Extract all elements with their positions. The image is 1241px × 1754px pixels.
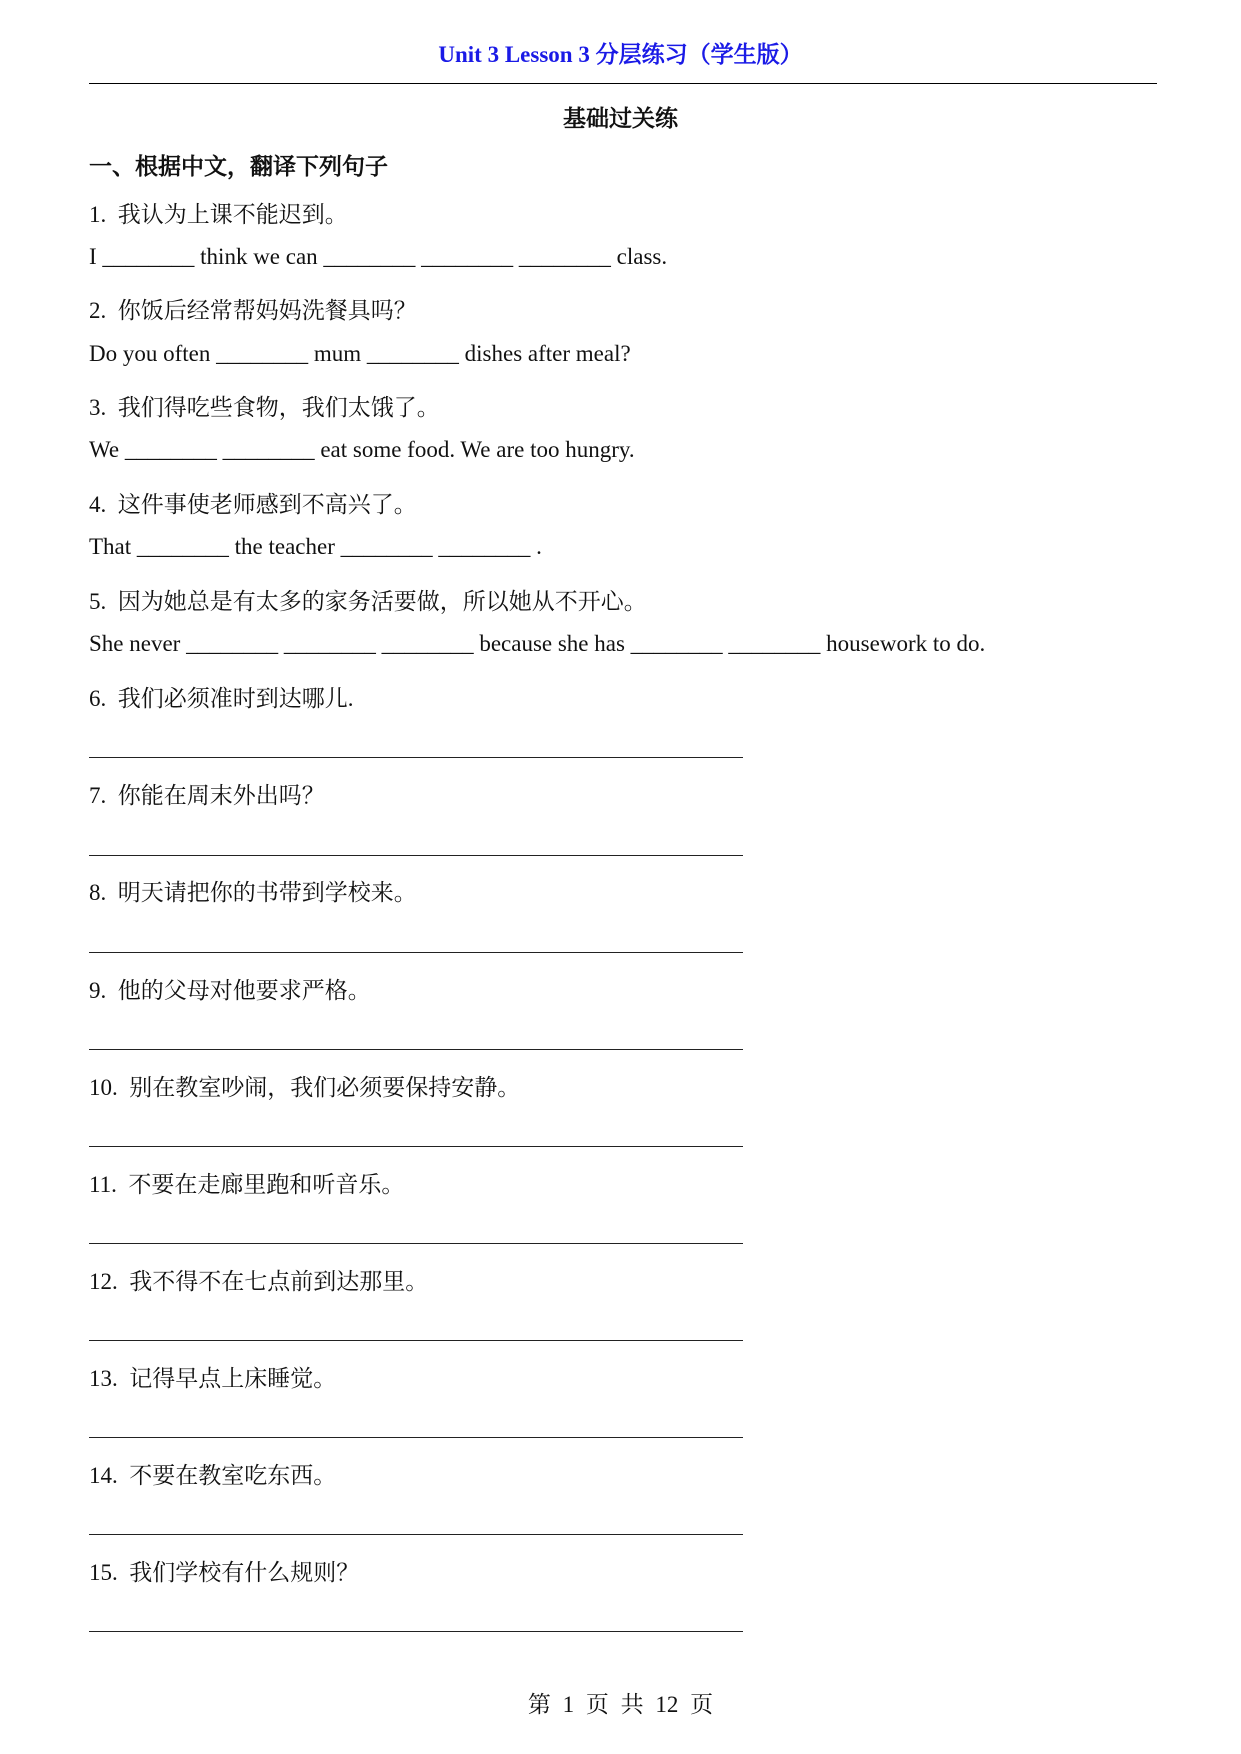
question-9-answer-line[interactable]	[89, 1049, 743, 1050]
question-14-prompt: 14. 不要在教室吃东西。	[89, 1463, 337, 1488]
question-12-answer-line[interactable]	[89, 1340, 743, 1341]
question-11-answer-line[interactable]	[89, 1243, 743, 1244]
question-1-answer: I ________ think we can ________ ________ ________ class.	[89, 244, 668, 269]
question-2-prompt: 2. 你饭后经常帮妈妈洗餐具吗？	[89, 298, 417, 323]
section-title: 基础过关练	[563, 106, 678, 131]
question-5-answer: She never ________ ________ ________ because she has ________ ________ housework to do.	[89, 631, 986, 656]
question-7-answer-line[interactable]	[89, 855, 743, 856]
question-10-answer-line[interactable]	[89, 1146, 743, 1147]
question-2-answer: Do you often ________ mum ________ dishes after meal?	[89, 341, 631, 366]
part-heading: 一、根据中文，翻译下列句子	[89, 154, 388, 179]
question-6-answer-line[interactable]	[89, 757, 743, 758]
question-15-answer-line[interactable]	[89, 1631, 743, 1632]
question-11-prompt: 11. 不要在走廊里跑和听音乐。	[89, 1172, 405, 1197]
question-6-prompt: 6. 我们必须准时到达哪儿.	[89, 686, 354, 711]
question-13-answer-line[interactable]	[89, 1437, 743, 1438]
question-4-prompt: 4. 这件事使老师感到不高兴了。	[89, 492, 417, 517]
question-13-prompt: 13. 记得早点上床睡觉。	[89, 1366, 337, 1391]
question-8-answer-line[interactable]	[89, 952, 743, 953]
question-15-prompt: 15. 我们学校有什么规则？	[89, 1560, 360, 1585]
question-3-prompt: 3. 我们得吃些食物，我们太饿了。	[89, 395, 440, 420]
document-header-title: Unit 3 Lesson 3 分层练习（学生版）	[438, 42, 803, 67]
question-1-prompt: 1. 我认为上课不能迟到。	[89, 202, 348, 227]
question-12-prompt: 12. 我不得不在七点前到达那里。	[89, 1269, 429, 1294]
question-10-prompt: 10. 别在教室吵闹，我们必须要保持安静。	[89, 1075, 521, 1100]
question-5-prompt: 5. 因为她总是有太多的家务活要做，所以她从不开心。	[89, 589, 647, 614]
header-divider	[89, 83, 1157, 84]
question-14-answer-line[interactable]	[89, 1534, 743, 1535]
question-3-answer: We ________ ________ eat some food. We are too hungry.	[89, 437, 635, 462]
question-8-prompt: 8. 明天请把你的书带到学校来。	[89, 880, 417, 905]
page-number-footer: 第 1 页 共 12 页	[527, 1692, 714, 1717]
question-9-prompt: 9. 他的父母对他要求严格。	[89, 978, 371, 1003]
question-7-prompt: 7. 你能在周末外出吗？	[89, 783, 325, 808]
question-4-answer: That ________ the teacher ________ ________ .	[89, 534, 542, 559]
